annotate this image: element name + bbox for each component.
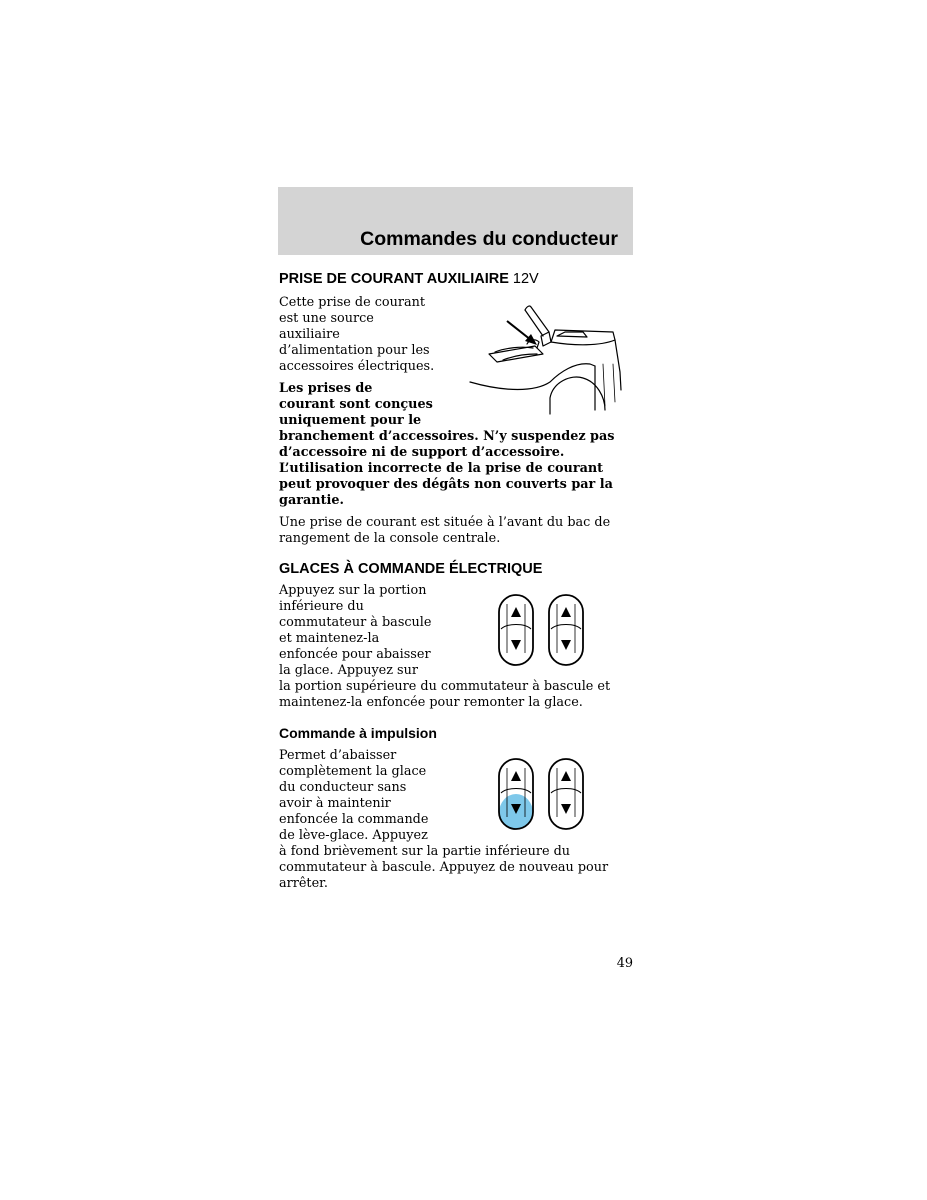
- section-header-band: [278, 187, 633, 255]
- arrow-icon: [507, 321, 537, 345]
- window-switches-illustration: [497, 593, 585, 669]
- text-line: auxiliaire: [279, 327, 340, 342]
- text-line: arrêter.: [279, 876, 328, 891]
- text-line: peut provoquer des dégâts non couverts par la: [279, 477, 613, 492]
- text-line: Cette prise de courant: [279, 295, 425, 310]
- text-line: commutateur à bascule. Appuyez de nouveau pour: [279, 860, 609, 875]
- text-line: à fond brièvement sur la partie inférieure du: [279, 844, 571, 859]
- text-line: et maintenez-la: [279, 631, 380, 646]
- power-point-heading-text: PRISE DE COURANT AUXILIAIRE: [279, 271, 509, 287]
- page-number: 49: [616, 956, 633, 971]
- text-line: garantie.: [279, 493, 344, 508]
- text-line: Appuyez sur la portion: [279, 583, 427, 598]
- text-line: d’accessoire ni de support d’accessoire.: [279, 445, 565, 460]
- text-line: uniquement pour le: [279, 413, 422, 428]
- power-point-intro: [279, 295, 434, 375]
- one-touch-switches-illustration: [497, 757, 585, 833]
- power-point-heading: [279, 271, 539, 287]
- text-line: L’utilisation incorrecte de la prise de courant: [279, 461, 604, 476]
- text-line: de lève-glace. Appuyez: [279, 828, 428, 843]
- text-line: d’alimentation pour les: [279, 343, 430, 358]
- text-line: la glace. Appuyez sur: [279, 663, 418, 678]
- text-line: branchement d’accessoires. N’y suspendez pas: [279, 429, 615, 444]
- window-switch-left: [499, 595, 533, 665]
- text-line: avoir à maintenir: [279, 796, 391, 811]
- text-line: enfoncée la commande: [279, 812, 429, 827]
- window-switch-driver: [499, 759, 533, 832]
- text-line: complètement la glace: [279, 764, 427, 779]
- window-switch-right: [549, 595, 583, 665]
- text-line: est une source: [279, 311, 374, 326]
- text-line: courant sont conçues: [279, 397, 433, 412]
- text-line: accessoires électriques.: [279, 359, 435, 374]
- one-touch-heading: Commande à impulsion: [279, 725, 437, 741]
- text-line: la portion supérieure du commutateur à bascule et: [279, 679, 611, 694]
- text-line: Une prise de courant est située à l’avant du bac de: [279, 515, 611, 530]
- text-line: enfoncée pour abaisser: [279, 647, 431, 662]
- text-line: inférieure du: [279, 599, 364, 614]
- text-line: commutateur à bascule: [279, 615, 432, 630]
- text-line: maintenez-la enfoncée pour remonter la glace.: [279, 695, 583, 710]
- text-line: Les prises de: [279, 381, 373, 396]
- text-line: rangement de la console centrale.: [279, 531, 501, 546]
- power-windows-heading: GLACES À COMMANDE ÉLECTRIQUE: [279, 561, 543, 577]
- window-switch-passenger: [549, 759, 583, 829]
- voltage-label: 12V: [512, 271, 539, 287]
- console-power-point-illustration: [465, 302, 635, 414]
- section-title: Commandes du conducteur: [360, 228, 618, 250]
- power-point-location: [279, 515, 610, 547]
- text-line: Permet d’abaisser: [279, 748, 397, 763]
- text-line: du conducteur sans: [279, 780, 407, 795]
